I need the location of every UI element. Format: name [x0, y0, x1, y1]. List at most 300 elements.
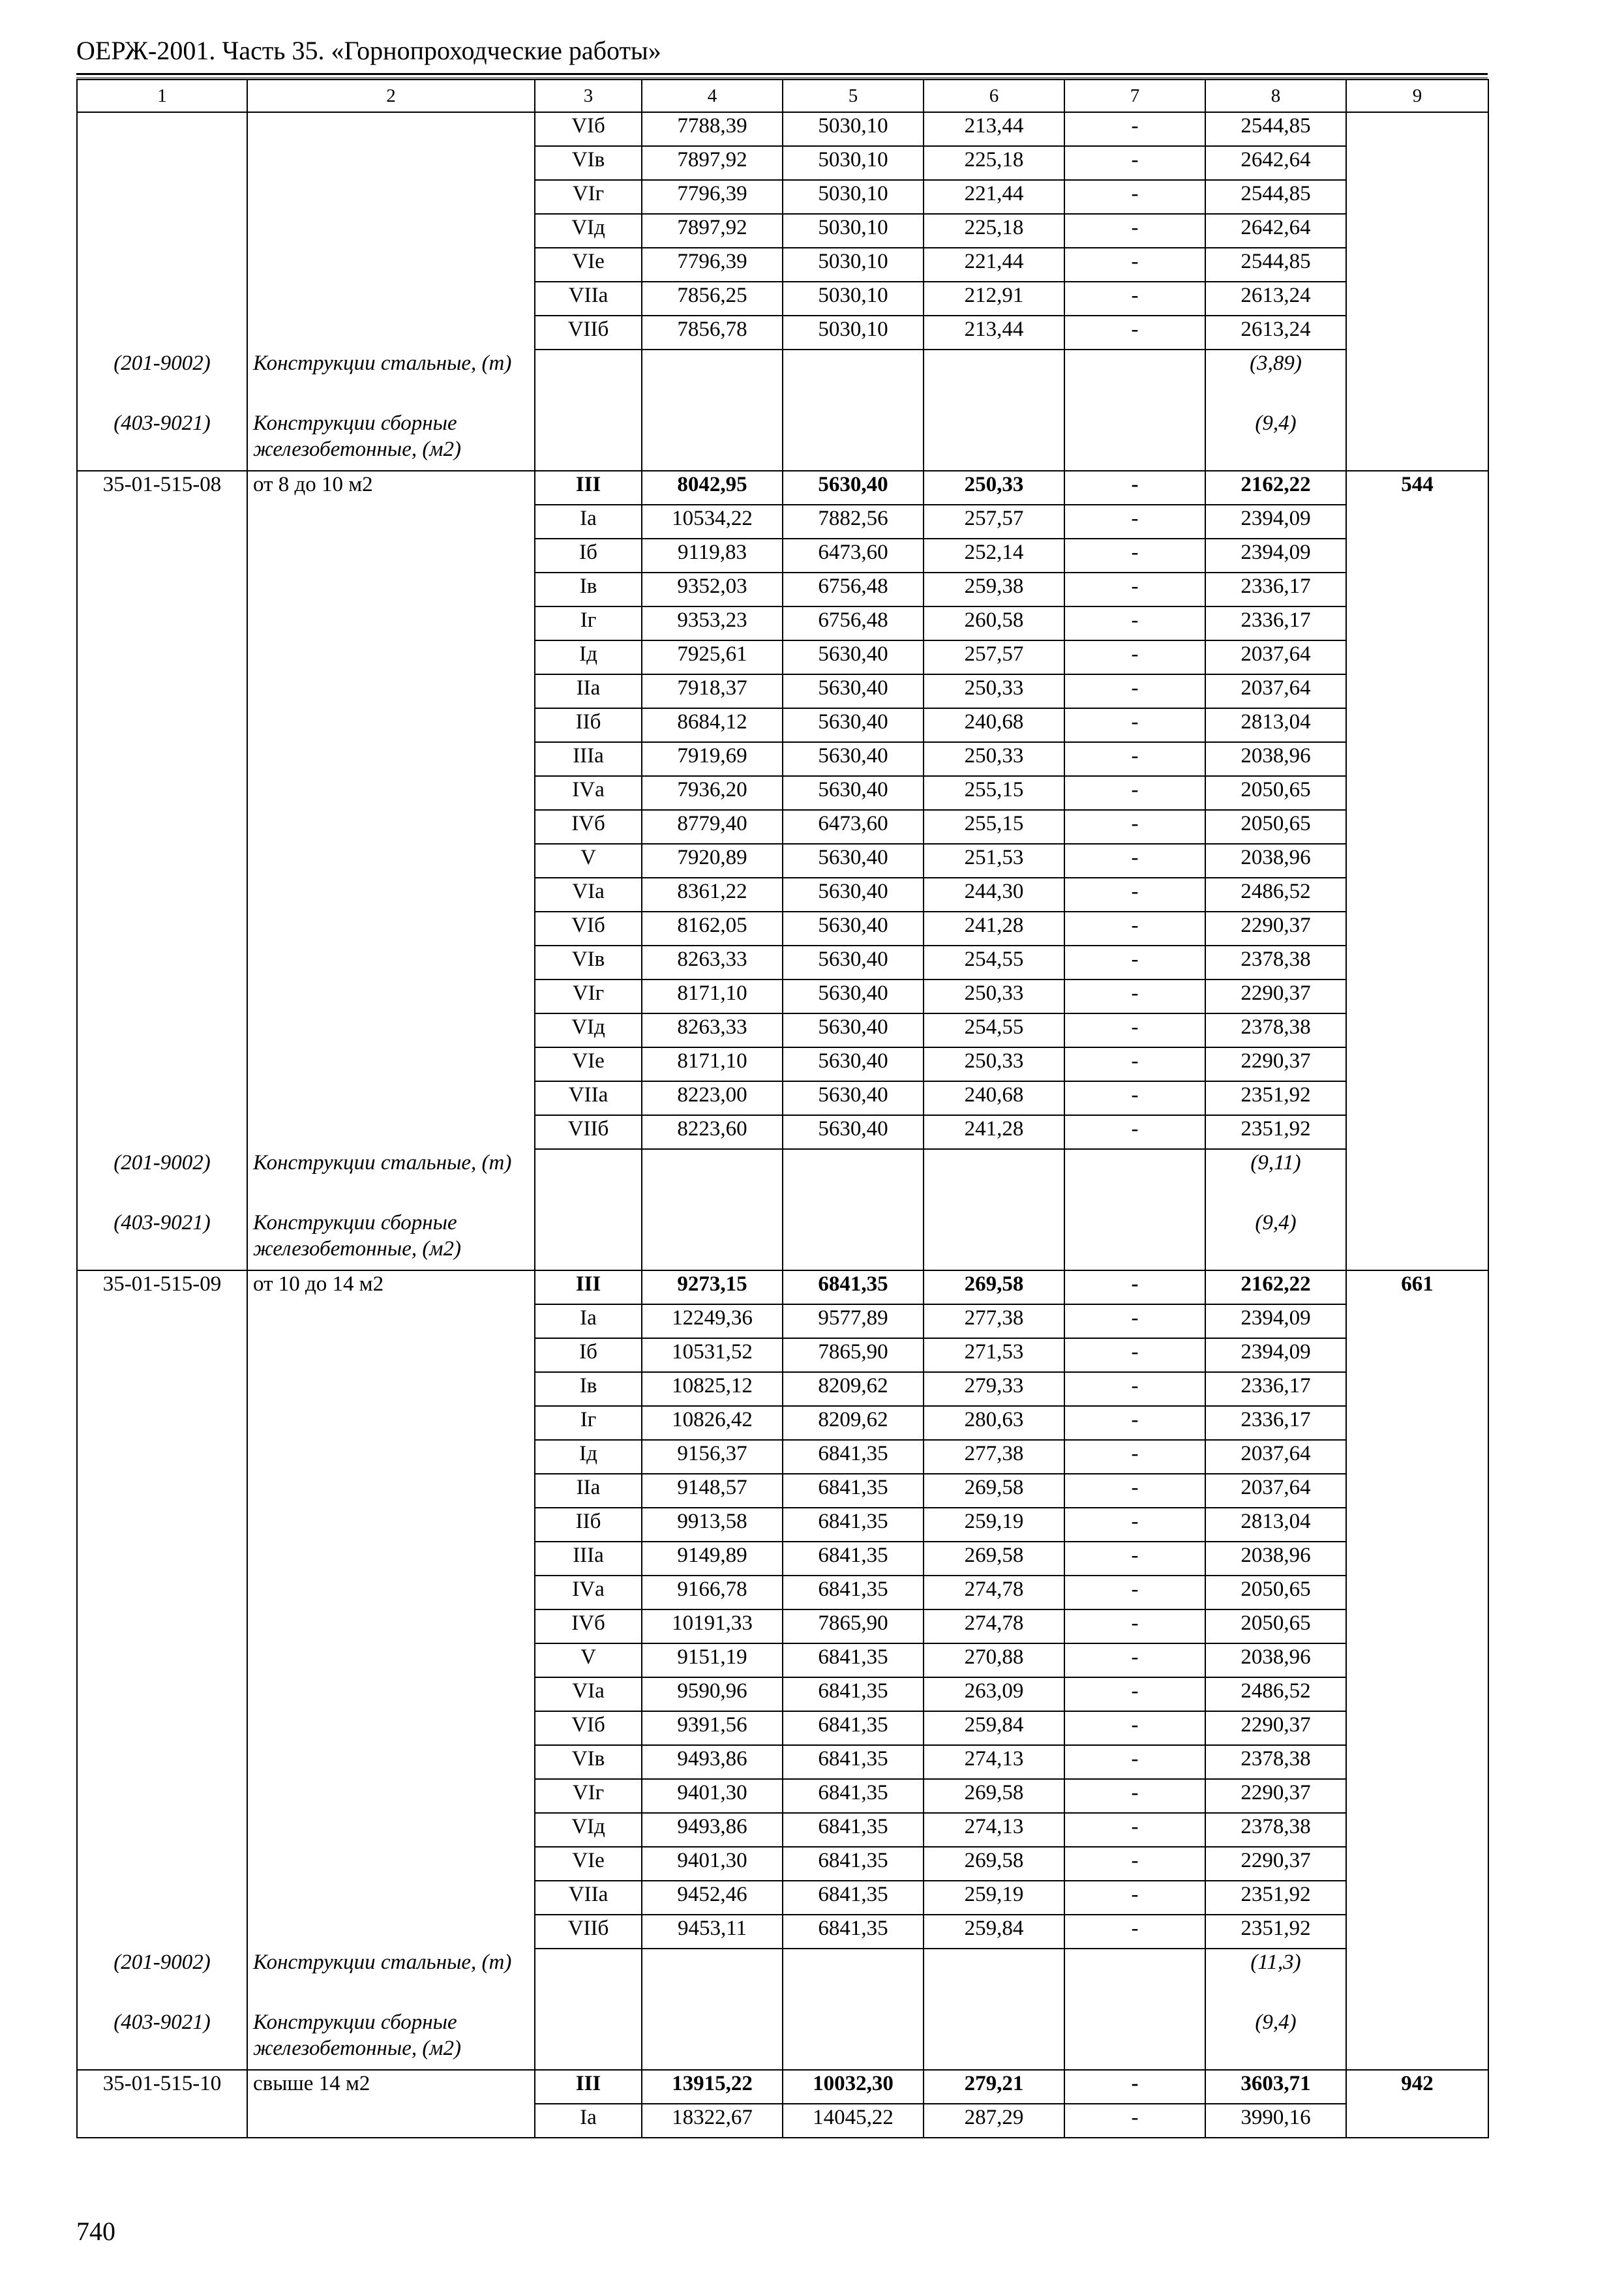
machines-cell: 241,28: [924, 1115, 1064, 1149]
empty-cell: [535, 1949, 642, 2009]
table-row: [77, 1881, 1488, 1915]
machinists-wages-cell: -: [1064, 1081, 1205, 1115]
resource-description: Конструкции сборные железобетонные, (м2): [247, 1210, 535, 1270]
machines-cell: 257,57: [924, 640, 1064, 674]
wages-cell: 5030,10: [783, 316, 924, 350]
rate-description: [247, 2104, 535, 2138]
total-cost-cell: 9493,86: [642, 1745, 783, 1779]
wages-cell: 7865,90: [783, 1609, 924, 1643]
zone-cell: VIв: [535, 1745, 642, 1779]
wages-cell: 7882,56: [783, 505, 924, 539]
wages-cell: 6841,35: [783, 1643, 924, 1677]
rate-description: [247, 776, 535, 810]
zone-cell: VIв: [535, 946, 642, 980]
machines-cell: 269,58: [924, 1779, 1064, 1813]
rate-code: [77, 505, 247, 539]
wages-cell: 5630,40: [783, 776, 924, 810]
rate-description: от 8 до 10 м2: [247, 471, 535, 505]
machinists-wages-cell: -: [1064, 248, 1205, 282]
resource-code: (403-9021): [77, 410, 247, 471]
materials-cell: 2290,37: [1205, 912, 1346, 946]
rate-description: [247, 1047, 535, 1081]
machinists-wages-cell: -: [1064, 640, 1205, 674]
labor-cell: [1346, 282, 1488, 316]
labor-cell: [1346, 640, 1488, 674]
labor-cell: [1346, 1643, 1488, 1677]
rate-code: [77, 878, 247, 912]
zone-cell: Iб: [535, 1338, 642, 1372]
rate-code: [77, 1576, 247, 1609]
table-row: [77, 1338, 1488, 1372]
resource-description: Конструкции сборные железобетонные, (м2): [247, 2009, 535, 2070]
labor-cell: [1346, 248, 1488, 282]
zone-cell: V: [535, 1643, 642, 1677]
total-cost-cell: 8223,00: [642, 1081, 783, 1115]
machinists-wages-cell: -: [1064, 1304, 1205, 1338]
empty-cell: [924, 2009, 1064, 2070]
table-row: [77, 1847, 1488, 1881]
table-row: [77, 112, 1488, 146]
labor-cell: [1346, 1813, 1488, 1847]
total-cost-cell: 7796,39: [642, 248, 783, 282]
labor-cell: [1346, 1542, 1488, 1576]
resource-code: (201-9002): [77, 1149, 247, 1210]
zone-cell: VIIа: [535, 282, 642, 316]
total-cost-cell: 7919,69: [642, 742, 783, 776]
machinists-wages-cell: -: [1064, 1542, 1205, 1576]
resource-description: Конструкции стальные, (т): [247, 350, 535, 410]
total-cost-cell: 7856,78: [642, 316, 783, 350]
machines-cell: 213,44: [924, 112, 1064, 146]
wages-cell: 5030,10: [783, 214, 924, 248]
rate-code: [77, 674, 247, 708]
machinists-wages-cell: -: [1064, 912, 1205, 946]
wages-cell: 6756,48: [783, 606, 924, 640]
rate-description: [247, 946, 535, 980]
materials-cell: 2642,64: [1205, 146, 1346, 180]
rate-description: [247, 1609, 535, 1643]
zone-cell: VIд: [535, 1013, 642, 1047]
total-cost-cell: 18322,67: [642, 2104, 783, 2138]
machinists-wages-cell: -: [1064, 1677, 1205, 1711]
total-cost-cell: 9149,89: [642, 1542, 783, 1576]
wages-cell: 5630,40: [783, 878, 924, 912]
rate-description: [247, 640, 535, 674]
wages-cell: 5630,40: [783, 844, 924, 878]
empty-cell: [1064, 1210, 1205, 1270]
table-row: [77, 1576, 1488, 1609]
wages-cell: 6841,35: [783, 1440, 924, 1474]
rate-code: [77, 1013, 247, 1047]
rate-code: 35-01-515-10: [77, 2070, 247, 2104]
machinists-wages-cell: -: [1064, 1576, 1205, 1609]
rate-code: [77, 146, 247, 180]
total-cost-cell: 8779,40: [642, 810, 783, 844]
labor-cell: [1346, 1338, 1488, 1372]
wages-cell: 6841,35: [783, 1779, 924, 1813]
rate-description: [247, 1508, 535, 1542]
labor-cell: [1346, 1013, 1488, 1047]
total-cost-cell: 9913,58: [642, 1508, 783, 1542]
wages-cell: 9577,89: [783, 1304, 924, 1338]
machinists-wages-cell: -: [1064, 505, 1205, 539]
total-cost-cell: 9353,23: [642, 606, 783, 640]
zone-cell: VIб: [535, 912, 642, 946]
labor-cell: [1346, 776, 1488, 810]
table-row: [77, 1508, 1488, 1542]
wages-cell: 6841,35: [783, 1813, 924, 1847]
machines-cell: 277,38: [924, 1440, 1064, 1474]
rate-code: [77, 1406, 247, 1440]
zone-cell: Iв: [535, 573, 642, 606]
rate-description: [247, 810, 535, 844]
rate-description: [247, 1406, 535, 1440]
machines-cell: 251,53: [924, 844, 1064, 878]
materials-cell: 2378,38: [1205, 946, 1346, 980]
rate-description: [247, 1881, 535, 1915]
labor-cell: [1346, 2104, 1488, 2138]
total-cost-cell: 9151,19: [642, 1643, 783, 1677]
machinists-wages-cell: -: [1064, 471, 1205, 505]
rate-description: [247, 1677, 535, 1711]
rate-code: [77, 2104, 247, 2138]
rate-description: [247, 539, 535, 573]
total-cost-cell: 12249,36: [642, 1304, 783, 1338]
table-row: [77, 1372, 1488, 1406]
materials-cell: 2038,96: [1205, 844, 1346, 878]
machinists-wages-cell: -: [1064, 1813, 1205, 1847]
machinists-wages-cell: -: [1064, 1881, 1205, 1915]
table-row: [77, 471, 1488, 505]
zone-cell: VIе: [535, 248, 642, 282]
machines-cell: 259,19: [924, 1881, 1064, 1915]
machinists-wages-cell: -: [1064, 2104, 1205, 2138]
rate-description: [247, 1576, 535, 1609]
resource-code: (201-9002): [77, 350, 247, 410]
table-row: [77, 1813, 1488, 1847]
table-row: [77, 505, 1488, 539]
materials-cell: 2813,04: [1205, 708, 1346, 742]
total-cost-cell: 7936,20: [642, 776, 783, 810]
total-cost-cell: 9166,78: [642, 1576, 783, 1609]
machines-cell: 280,63: [924, 1406, 1064, 1440]
empty-cell: [783, 2009, 924, 2070]
rate-description: [247, 1542, 535, 1576]
machines-cell: 277,38: [924, 1304, 1064, 1338]
rate-description: [247, 1115, 535, 1149]
rate-code: [77, 1643, 247, 1677]
resource-description: Конструкции стальные, (т): [247, 1149, 535, 1210]
machinists-wages-cell: -: [1064, 980, 1205, 1013]
page-number: 740: [76, 2217, 115, 2246]
machinists-wages-cell: -: [1064, 1745, 1205, 1779]
wages-cell: 5630,40: [783, 708, 924, 742]
machines-cell: 274,78: [924, 1609, 1064, 1643]
labor-cell: [1346, 316, 1488, 350]
total-cost-cell: 9401,30: [642, 1779, 783, 1813]
machines-cell: 213,44: [924, 316, 1064, 350]
rate-code: [77, 180, 247, 214]
column-number: 8: [1205, 80, 1346, 112]
rate-code: 35-01-515-09: [77, 1270, 247, 1304]
total-cost-cell: 8223,60: [642, 1115, 783, 1149]
labor-cell: [1346, 1508, 1488, 1542]
materials-cell: 2037,64: [1205, 640, 1346, 674]
machines-cell: 255,15: [924, 810, 1064, 844]
empty-cell: [535, 1149, 642, 1210]
rate-code: [77, 1372, 247, 1406]
total-cost-cell: 9391,56: [642, 1711, 783, 1745]
empty-cell: [783, 350, 924, 410]
note-row: [77, 1149, 1488, 1210]
total-cost-cell: 7796,39: [642, 180, 783, 214]
rate-code: [77, 1847, 247, 1881]
machines-cell: 287,29: [924, 2104, 1064, 2138]
labor-cell: [1346, 946, 1488, 980]
empty-cell: [642, 410, 783, 471]
machines-cell: 250,33: [924, 742, 1064, 776]
zone-cell: IVа: [535, 1576, 642, 1609]
rate-code: [77, 316, 247, 350]
resource-code: (201-9002): [77, 1949, 247, 2009]
materials-cell: 2290,37: [1205, 980, 1346, 1013]
table-row: [77, 742, 1488, 776]
labor-cell: [1346, 1372, 1488, 1406]
rate-code: [77, 1779, 247, 1813]
zone-cell: Iг: [535, 606, 642, 640]
empty-cell: [924, 350, 1064, 410]
labor-cell: [1346, 1881, 1488, 1915]
labor-cell: [1346, 1847, 1488, 1881]
materials-cell: 2290,37: [1205, 1711, 1346, 1745]
table-row: [77, 1711, 1488, 1745]
machines-cell: 257,57: [924, 505, 1064, 539]
total-cost-cell: 8162,05: [642, 912, 783, 946]
column-number: 5: [783, 80, 924, 112]
resource-quantity: (3,89): [1205, 350, 1346, 410]
rate-description: [247, 878, 535, 912]
machines-cell: 274,78: [924, 1576, 1064, 1609]
empty-cell: [783, 410, 924, 471]
machines-cell: 271,53: [924, 1338, 1064, 1372]
table-row: [77, 708, 1488, 742]
machinists-wages-cell: -: [1064, 1406, 1205, 1440]
labor-cell: [1346, 1440, 1488, 1474]
total-cost-cell: 7897,92: [642, 214, 783, 248]
zone-cell: Iд: [535, 1440, 642, 1474]
empty-cell: [924, 1949, 1064, 2009]
rate-description: [247, 1081, 535, 1115]
materials-cell: 2336,17: [1205, 1406, 1346, 1440]
table-row: [77, 1115, 1488, 1149]
zone-cell: VIIб: [535, 1115, 642, 1149]
rate-code: [77, 1440, 247, 1474]
table-row: [77, 1609, 1488, 1643]
rate-description: [247, 1915, 535, 1949]
wages-cell: 6841,35: [783, 1576, 924, 1609]
note-row: [77, 1949, 1488, 2009]
materials-cell: 3603,71: [1205, 2070, 1346, 2104]
machines-cell: 250,33: [924, 980, 1064, 1013]
machinists-wages-cell: -: [1064, 1338, 1205, 1372]
rates-table: [76, 79, 1489, 2138]
wages-cell: 6473,60: [783, 539, 924, 573]
total-cost-cell: 7897,92: [642, 146, 783, 180]
labor-cell: [1346, 912, 1488, 946]
total-cost-cell: 8171,10: [642, 980, 783, 1013]
empty-cell: [535, 410, 642, 471]
zone-cell: IIа: [535, 674, 642, 708]
wages-cell: 6841,35: [783, 1270, 924, 1304]
total-cost-cell: 8042,95: [642, 471, 783, 505]
table-row: [77, 248, 1488, 282]
zone-cell: VIе: [535, 1847, 642, 1881]
wages-cell: 8209,62: [783, 1372, 924, 1406]
wages-cell: 5030,10: [783, 248, 924, 282]
machinists-wages-cell: -: [1064, 1711, 1205, 1745]
machinists-wages-cell: -: [1064, 1915, 1205, 1949]
machinists-wages-cell: -: [1064, 606, 1205, 640]
resource-description: Конструкции сборные железобетонные, (м2): [247, 410, 535, 471]
rate-description: [247, 1474, 535, 1508]
empty-cell: [1064, 1149, 1205, 1210]
materials-cell: 2290,37: [1205, 1847, 1346, 1881]
machines-cell: 221,44: [924, 180, 1064, 214]
zone-cell: V: [535, 844, 642, 878]
machinists-wages-cell: -: [1064, 1474, 1205, 1508]
empty-cell: [783, 1949, 924, 2009]
table-row: [77, 810, 1488, 844]
zone-cell: VIд: [535, 1813, 642, 1847]
resource-quantity: (9,4): [1205, 410, 1346, 471]
rate-code: [77, 1338, 247, 1372]
labor-cell: [1346, 505, 1488, 539]
wages-cell: 6841,35: [783, 1915, 924, 1949]
zone-cell: VIIа: [535, 1881, 642, 1915]
table-row: [77, 1304, 1488, 1338]
wages-cell: 5630,40: [783, 1115, 924, 1149]
rate-description: [247, 742, 535, 776]
labor-cell: [1346, 810, 1488, 844]
materials-cell: 2544,85: [1205, 248, 1346, 282]
zone-cell: IIIа: [535, 742, 642, 776]
rate-description: [247, 1813, 535, 1847]
labor-cell: [1346, 1677, 1488, 1711]
machinists-wages-cell: -: [1064, 946, 1205, 980]
labor-cell: 661: [1346, 1270, 1488, 1304]
materials-cell: 2813,04: [1205, 1508, 1346, 1542]
wages-cell: 6841,35: [783, 1745, 924, 1779]
machinists-wages-cell: -: [1064, 1643, 1205, 1677]
total-cost-cell: 9352,03: [642, 573, 783, 606]
rate-code: [77, 282, 247, 316]
materials-cell: 2162,22: [1205, 1270, 1346, 1304]
machinists-wages-cell: -: [1064, 180, 1205, 214]
zone-cell: Iв: [535, 1372, 642, 1406]
total-cost-cell: 8684,12: [642, 708, 783, 742]
wages-cell: 8209,62: [783, 1406, 924, 1440]
machinists-wages-cell: -: [1064, 742, 1205, 776]
total-cost-cell: 9273,15: [642, 1270, 783, 1304]
rate-code: [77, 810, 247, 844]
rate-code: [77, 980, 247, 1013]
table-row: [77, 1677, 1488, 1711]
machinists-wages-cell: -: [1064, 708, 1205, 742]
note-row: [77, 2009, 1488, 2070]
materials-cell: 2394,09: [1205, 539, 1346, 573]
total-cost-cell: 9590,96: [642, 1677, 783, 1711]
labor-cell: [1346, 1779, 1488, 1813]
materials-cell: 2336,17: [1205, 1372, 1346, 1406]
zone-cell: Iг: [535, 1406, 642, 1440]
rate-code: [77, 1881, 247, 1915]
rate-code: [77, 1081, 247, 1115]
labor-cell: [1346, 350, 1488, 410]
rate-code: [77, 640, 247, 674]
wages-cell: 5630,40: [783, 912, 924, 946]
column-number: 4: [642, 80, 783, 112]
zone-cell: VIе: [535, 1047, 642, 1081]
total-cost-cell: 9493,86: [642, 1813, 783, 1847]
machines-cell: 269,58: [924, 1542, 1064, 1576]
labor-cell: [1346, 1949, 1488, 2009]
labor-cell: [1346, 1745, 1488, 1779]
labor-cell: [1346, 573, 1488, 606]
machines-cell: 252,14: [924, 539, 1064, 573]
rate-description: [247, 214, 535, 248]
table-row: [77, 946, 1488, 980]
empty-cell: [642, 1149, 783, 1210]
machinists-wages-cell: -: [1064, 1779, 1205, 1813]
resource-quantity: (9,4): [1205, 1210, 1346, 1270]
zone-cell: IVб: [535, 810, 642, 844]
machines-cell: 260,58: [924, 606, 1064, 640]
materials-cell: 2351,92: [1205, 1915, 1346, 1949]
materials-cell: 2050,65: [1205, 1609, 1346, 1643]
materials-cell: 2336,17: [1205, 606, 1346, 640]
wages-cell: 6473,60: [783, 810, 924, 844]
wages-cell: 5630,40: [783, 640, 924, 674]
empty-cell: [1064, 410, 1205, 471]
labor-cell: 942: [1346, 2070, 1488, 2104]
zone-cell: IIб: [535, 1508, 642, 1542]
zone-cell: III: [535, 471, 642, 505]
total-cost-cell: 10826,42: [642, 1406, 783, 1440]
machinists-wages-cell: -: [1064, 776, 1205, 810]
machinists-wages-cell: -: [1064, 1270, 1205, 1304]
wages-cell: 6841,35: [783, 1711, 924, 1745]
machinists-wages-cell: -: [1064, 1609, 1205, 1643]
empty-cell: [1064, 350, 1205, 410]
empty-cell: [783, 1210, 924, 1270]
zone-cell: VIIб: [535, 316, 642, 350]
materials-cell: 2378,38: [1205, 1813, 1346, 1847]
labor-cell: [1346, 708, 1488, 742]
machinists-wages-cell: -: [1064, 1372, 1205, 1406]
table-row: [77, 980, 1488, 1013]
labor-cell: [1346, 112, 1488, 146]
zone-cell: Iб: [535, 539, 642, 573]
rate-code: [77, 248, 247, 282]
machinists-wages-cell: -: [1064, 214, 1205, 248]
rate-description: [247, 1372, 535, 1406]
table-row: [77, 146, 1488, 180]
zone-cell: VIг: [535, 1779, 642, 1813]
rate-description: [247, 1338, 535, 1372]
zone-cell: VIIа: [535, 1081, 642, 1115]
table-row: [77, 1745, 1488, 1779]
zone-cell: VIб: [535, 1711, 642, 1745]
